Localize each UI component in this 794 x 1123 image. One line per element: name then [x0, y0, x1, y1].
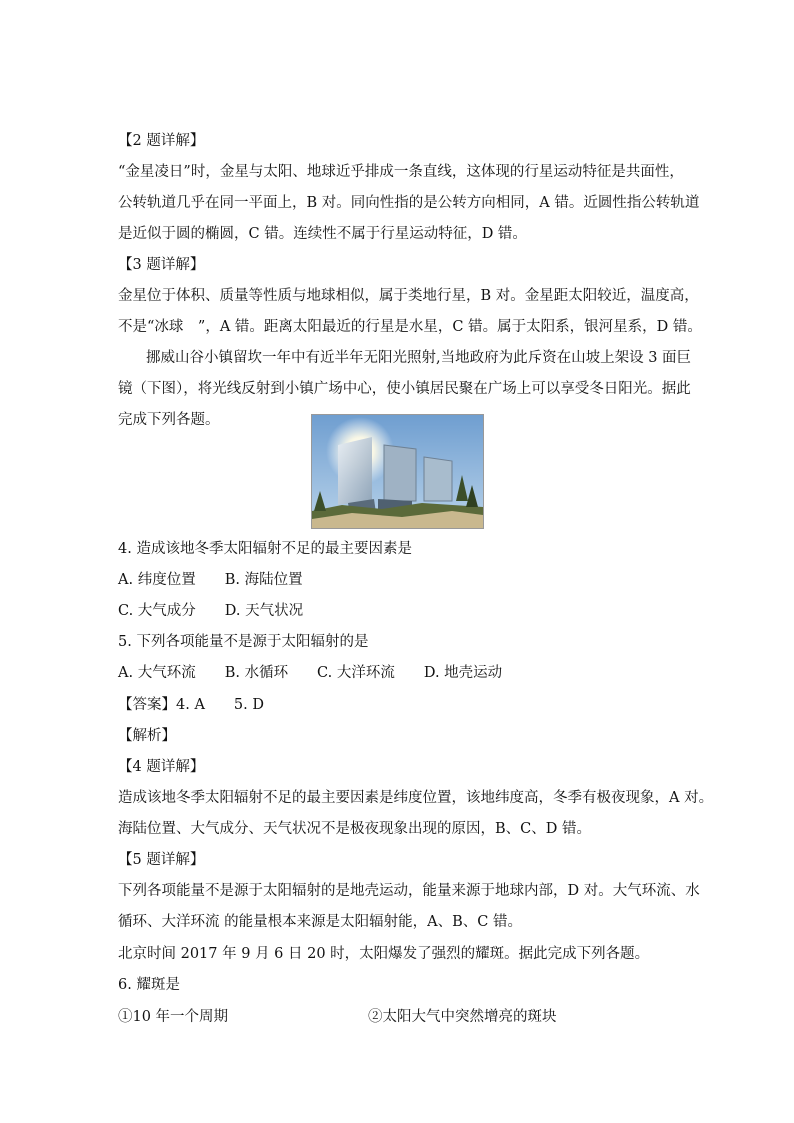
mirror-photo: [311, 414, 484, 529]
material-intro-line: 完成下列各题。: [118, 412, 220, 428]
question-6-option-2: ②太阳大气中突然增亮的斑块: [368, 1009, 557, 1025]
material-intro-line: 挪威山谷小镇留坎一年中有近半年无阳光照射,当地政府为此斥资在山坡上架设 3 面巨: [146, 350, 692, 366]
material-intro-line: 北京时间 2017 年 9 月 6 日 20 时，太阳爆发了强烈的耀斑。据此完成下列各题。: [118, 946, 650, 962]
question-4-options-ab: A. 纬度位置 B. 海陆位置: [118, 572, 303, 588]
section-heading-q2: 【2 题详解】: [118, 133, 205, 149]
paragraph-line: 造成该地冬季太阳辐射不足的最主要因素是纬度位置，该地纬度高，冬季有极夜现象，A 对。: [118, 790, 714, 806]
answer-line: 【答案】4. A 5. D: [118, 697, 264, 713]
material-intro-line: 镜（下图），将光线反射到小镇广场中心，使小镇居民聚在广场上可以享受冬日阳光。据此: [118, 381, 691, 397]
section-heading-q3: 【3 题详解】: [118, 257, 205, 273]
question-4-options-cd: C. 大气成分 D. 天气状况: [118, 603, 304, 619]
analysis-heading: 【解析】: [118, 728, 176, 744]
section-heading-q5: 【5 题详解】: [118, 852, 205, 868]
paragraph-line: 金星位于体积、质量等性质与地球相似，属于类地行星，B 对。金星距太阳较近，温度高，: [118, 288, 699, 304]
paragraph-line: 公转轨道几乎在同一平面上，B 对。同向性指的是公转方向相同，A 错。近圆性指公转轨道: [118, 195, 700, 211]
question-6-option-1: ①10 年一个周期: [118, 1009, 229, 1025]
question-4: 4. 造成该地冬季太阳辐射不足的最主要因素是: [118, 541, 412, 557]
paragraph-line: 循环、大洋环流 的能量根本来源是太阳辐射能，A、B、C 错。: [118, 914, 522, 930]
paragraph-line: 不是“冰球 ”，A 错。距离太阳最近的行星是水星，C 错。属于太阳系，银河星系，D 错。: [118, 319, 702, 335]
mirror-photo-illustration: [312, 415, 483, 528]
paragraph-line: 海陆位置、大气成分、天气状况不是极夜现象出现的原因，B、C、D 错。: [118, 821, 591, 837]
question-5-options: A. 大气环流 B. 水循环 C. 大洋环流 D. 地壳运动: [118, 665, 503, 681]
paragraph-line: 下列各项能量不是源于太阳辐射的是地壳运动，能量来源于地球内部，D 对。大气环流、水: [118, 883, 700, 899]
question-6: 6. 耀斑是: [118, 977, 180, 993]
question-5: 5. 下列各项能量不是源于太阳辐射的是: [118, 634, 369, 650]
section-heading-q4: 【4 题详解】: [118, 759, 205, 775]
paragraph-line: 是近似于圆的椭圆，C 错。连续性不属于行星运动特征，D 错。: [118, 226, 527, 242]
paragraph-line: “金星凌日”时，金星与太阳、地球近乎排成一条直线，这体现的行星运动特征是共面性，: [118, 164, 684, 180]
